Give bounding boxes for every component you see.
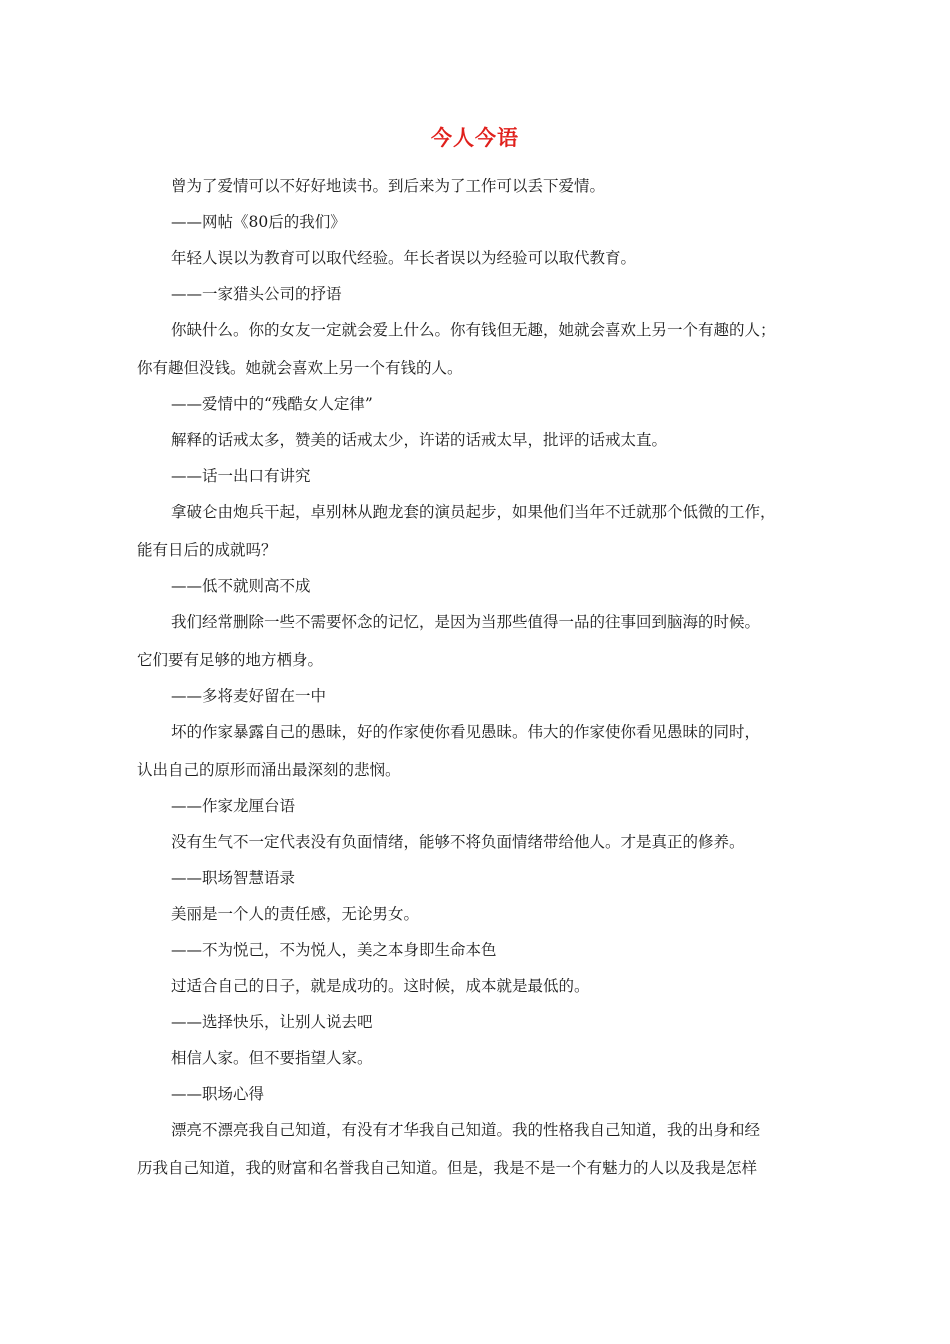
- quote-source: ——作家龙厘台语: [171, 797, 296, 815]
- quote-text-continued: 历我自己知道，我的财富和名誉我自己知道。但是，我是不是一个有魅力的人以及我是怎样: [137, 1159, 758, 1177]
- quote-text: 年轻人误以为教育可以取代经验。年长者误以为经验可以取代教育。: [171, 249, 637, 267]
- quote-text: 没有生气不一定代表没有负面情绪，能够不将负面情绪带给他人。才是真正的修养。: [171, 833, 745, 851]
- document-title: 今人今语: [431, 125, 519, 150]
- document-body: [137, 174, 827, 1192]
- quote-source: ——网帖《80后的我们》: [171, 213, 346, 231]
- quote-text: 漂亮不漂亮我自己知道，有没有才华我自己知道。我的性格我自己知道，我的出身和经: [171, 1121, 761, 1139]
- quote-text: 美丽是一个人的责任感，无论男女。: [171, 905, 420, 923]
- quote-text: 拿破仑由炮兵干起，卓别林从跑龙套的演员起步，如果他们当年不迁就那个低微的工作，: [171, 503, 776, 521]
- quote-source: ——话一出口有讲究: [171, 467, 311, 485]
- quote-source: ——职场智慧语录: [171, 869, 296, 887]
- quote-text: 曾为了爱情可以不好好地读书。到后来为了工作可以丢下爱情。: [171, 177, 606, 195]
- quote-text-continued: 它们要有足够的地方栖身。: [137, 651, 324, 669]
- quote-text: 你缺什么。你的女友一定就会爱上什么。你有钱但无趣，她就会喜欢上另一个有趣的人；: [171, 321, 776, 339]
- quote-text: 我们经常删除一些不需要怀念的记忆，是因为当那些值得一品的往事回到脑海的时候。: [171, 613, 761, 631]
- quote-source: ——一家猎头公司的抒语: [171, 285, 342, 303]
- quote-source: ——多将麦好留在一中: [171, 687, 327, 705]
- quote-source: ——爱情中的“残酷女人定律”: [171, 395, 373, 413]
- quote-text: 解释的话戒太多，赞美的话戒太少，许诺的话戒太早，批评的话戒太直。: [171, 431, 668, 449]
- quote-text: 过适合自己的日子，就是成功的。这时候，成本就是最低的。: [171, 977, 590, 995]
- quote-source: ——低不就则高不成: [171, 577, 311, 595]
- quote-source: ——不为悦己，不为悦人，美之本身即生命本色: [171, 941, 497, 959]
- quote-text: 相信人家。但不要指望人家。: [171, 1049, 373, 1067]
- quote-text-continued: 能有日后的成就吗？: [137, 541, 277, 559]
- quote-text-continued: 认出自己的原形而涌出最深刻的悲悯。: [137, 761, 401, 779]
- quote-text-continued: 你有趣但没钱。她就会喜欢上另一个有钱的人。: [137, 359, 463, 377]
- quote-source: ——职场心得: [171, 1085, 265, 1103]
- quote-text: 坏的作家暴露自己的愚昧，好的作家使你看见愚昧。伟大的作家使你看见愚昧的同时，: [171, 723, 761, 741]
- quote-source: ——选择快乐，让别人说去吧: [171, 1013, 373, 1031]
